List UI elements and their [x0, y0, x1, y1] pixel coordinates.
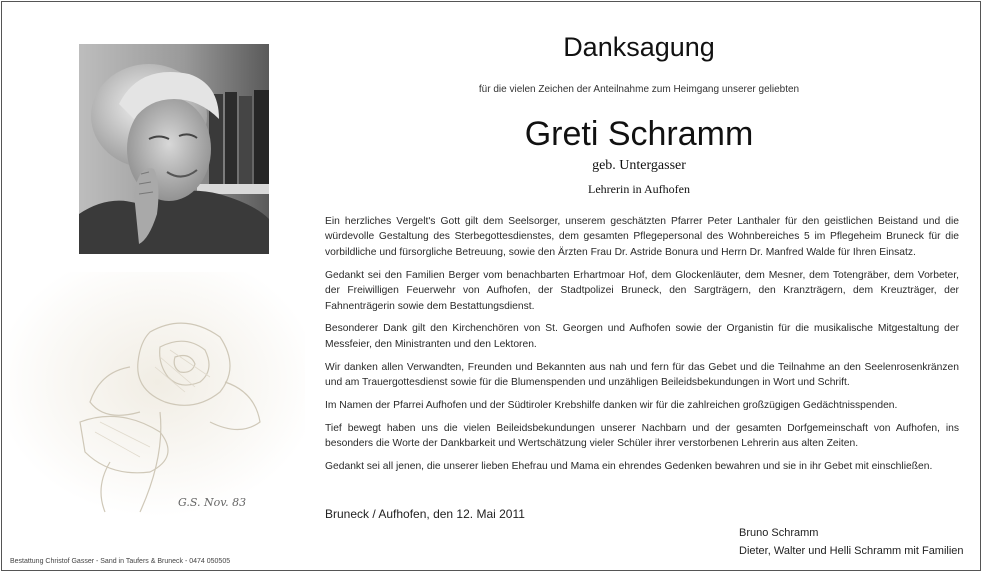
intro-line: für die vielen Zeichen der Anteilnahme zum Heimgang unserer geliebten: [478, 84, 800, 95]
maiden-name: geb. Untergasser: [592, 158, 686, 173]
paragraph: Gedankt sei den Familien Berger vom benachbarten Erhartmoar Hof, dem Glockenläuter, dem Mesner, dem Totengräber, dem Vorbeter, der Freiwilligen Feuerwehr von Aufhofen, der Stadtpolizei Bruneck, den Sargträgern, den Kranzträgern, dem Kreuzträger, der Fahnenträgerin sowie dem Bestattungsdienst.: [325, 269, 959, 312]
paragraph: Tief bewegt haben uns die vielen Beileidsbekundungen unserer Nachbarn und der gesamten Dorfgemeinschaft von Aufhofen, ins besonders die Worte der Dankbarkeit und Wertschätzung vieler Schüler ihrer verstorbenen Lehrerin aus alten Zeiten.: [325, 422, 959, 450]
signer: Dieter, Walter und Helli Schramm mit Familien: [739, 545, 964, 557]
occupation: Lehrerin in Aufhofen: [588, 182, 690, 196]
paragraph: Gedankt sei all jenen, die unserer lieben Ehefrau und Mama ein ehrendes Gedenken bewahren und sie in ihr Gebet mit einschließen.: [325, 461, 933, 473]
deceased-name: Greti Schramm: [524, 115, 754, 153]
paragraph: Ein herzliches Vergelt's Gott gilt dem Seelsorger, unserem geschätzten Pfarrer Peter Lanthaler für den geistlichen Beistand und die würdevolle Gestaltung des Sterbegottesdienstes, dem gesamten Pflegepersonal des Wohnbereiches 5 im Pflegeheim Bruneck für die vorbildliche und fürsorgliche Betreuung, sowie den Ärzten Frau Dr. Astride Bonura und Herrn Dr. Manfred Walde für Ihren Einsatz.: [325, 216, 959, 258]
paragraph: Im Namen der Pfarrei Aufhofen und der Südtiroler Krebshilfe danken wir für die zahlreichen großzügigen Gedächtnisspenden.: [325, 400, 898, 412]
paragraph: Besonderer Dank gilt den Kirchenchören von St. Georgen und Aufhofen sowie der Organistin für die musikalische Mitgestaltung der Messfeier, den Ministranten und den Lektoren.: [325, 323, 959, 350]
obituary-card: [1, 1, 981, 571]
paragraph: Wir danken allen Verwandten, Freunden und Bekannten aus nah und fern für das Gebet und die Teilnahme an den Seelenrosenkränzen und am Trauergottesdienst sowie für die Blumenspenden und unzähligen Beileidsbekundungen in Wort und Schrift.: [325, 361, 959, 389]
signers: [739, 524, 964, 560]
artwork-signature: G.S. Nov. 83: [178, 496, 247, 509]
portrait-photo: [79, 44, 269, 254]
funeral-home-imprint: Bestattung Christof Gasser - Sand in Taufers & Bruneck - 0474 050505: [10, 558, 231, 565]
signer: Bruno Schramm: [739, 527, 819, 539]
thanks-text: [325, 214, 959, 482]
rose-drawing: [10, 272, 305, 517]
page-title: Danksagung: [563, 32, 715, 62]
place-date: Bruneck / Aufhofen, den 12. Mai 2011: [325, 507, 525, 521]
